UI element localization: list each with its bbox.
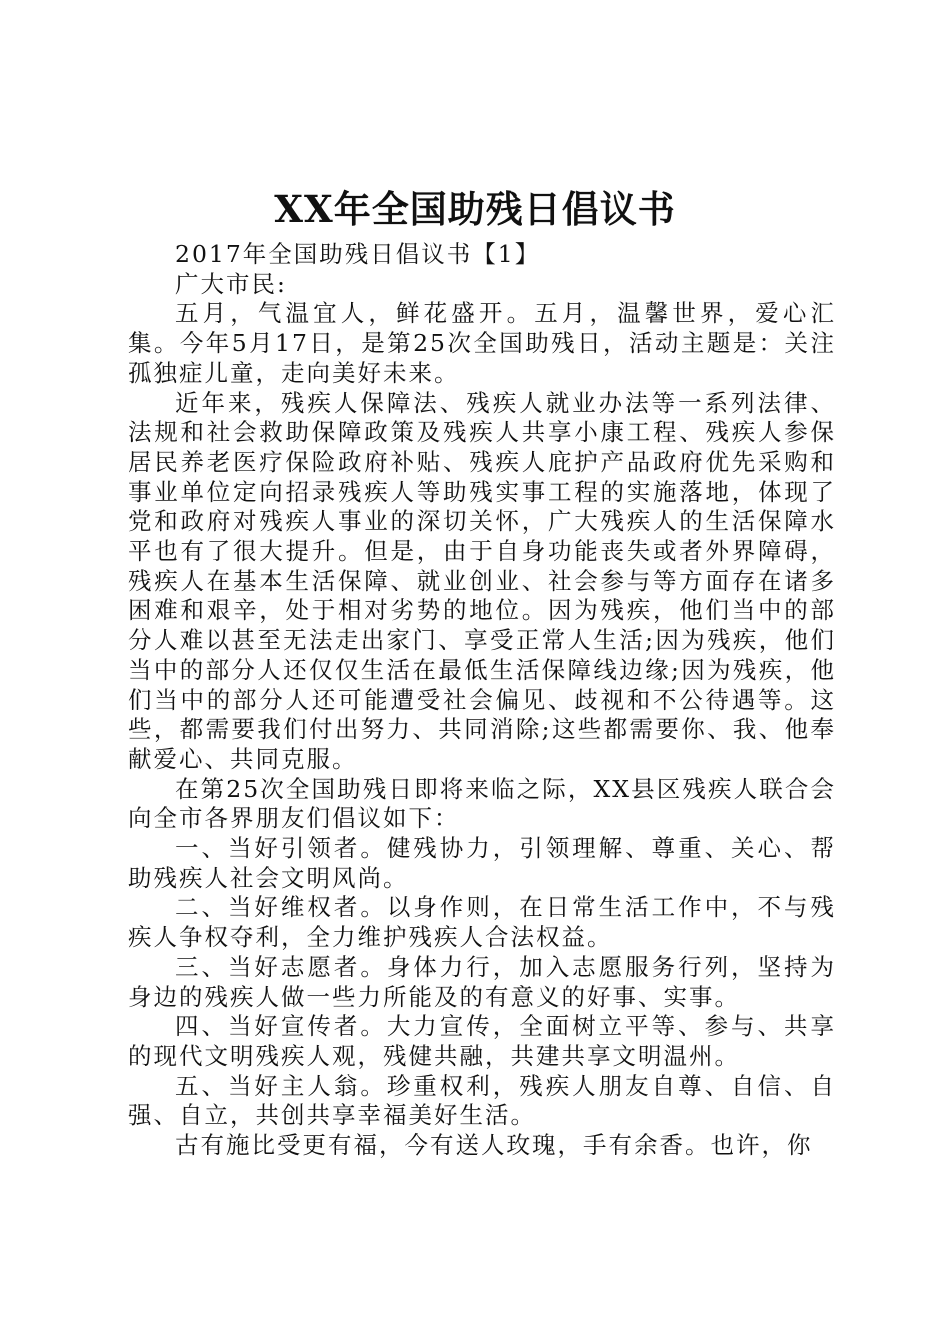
document-title: XX年全国助残日倡议书 [274,187,676,231]
body-paragraph: 近年来，残疾人保障法、残疾人就业办法等一系列法律、法规和社会救助保障政策及残疾人共享小康工程、残疾人参保居民养老医疗保险政府补贴、残疾人庇护产品政府优先采购和事业单位定向招录残疾人等助残实事工程的实施落地，体现了党和政府对残疾人事业的深切关怀，广大残疾人的生活保障水平也有了很大提升。但是，由于自身功能丧失或者外界障碍，残疾人在基本生活保障、就业创业、社会参与等方面存在诸多困难和艰辛，处于相对劣势的地位。因为残疾，他们当中的部分人难以甚至无法走出家门、享受正常人生活;因为残疾，他们当中的部分人还仅仅生活在最低生活保障线边缘;因为残疾，他们当中的部分人还可能遭受社会偏见、歧视和不公待遇等。这些，都需要我们付出努力、共同消除;这些都需要你、我、他奉献爱心、共同克服。 [128,388,836,773]
salutation-paragraph: 广大市民: [175,269,287,298]
proposal-item: 四、当好宣传者。大力宣传，全面树立平等、参与、共享的现代文明残疾人观，残健共融，共建共享文明温州。 [128,1012,836,1070]
proposal-item: 三、当好志愿者。身体力行，加入志愿服务行列，坚持为身边的残疾人做一些力所能及的有意义的好事、实事。 [128,952,836,1011]
body-paragraph: 古有施比受更有福，今有送人玫瑰，手有余香。也许，你 [175,1131,813,1160]
body-paragraph: 五月，气温宜人，鲜花盛开。五月，温馨世界，爱心汇集。今年5月17日，是第25次全国助残日，活动主题是：关注孤独症儿童，走向美好未来。 [128,299,836,387]
subtitle-paragraph: 2017年全国助残日倡议书【1】 [175,240,541,268]
proposal-item: 二、当好维权者。以身作则，在日常生活工作中，不与残疾人争权夺利，全力维护残疾人合法权益。 [128,893,836,952]
body-paragraph: 在第25次全国助残日即将来临之际，XX县区残疾人联合会向全市各界朋友们倡议如下： [128,774,836,833]
proposal-item: 五、当好主人翁。珍重权利，残疾人朋友自尊、自信、自强、自立，共创共享幸福美好生活。 [128,1071,836,1130]
proposal-item: 一、当好引领者。健残协力，引领理解、尊重、关心、帮助残疾人社会文明风尚。 [128,834,836,892]
document-body [128,240,836,1161]
